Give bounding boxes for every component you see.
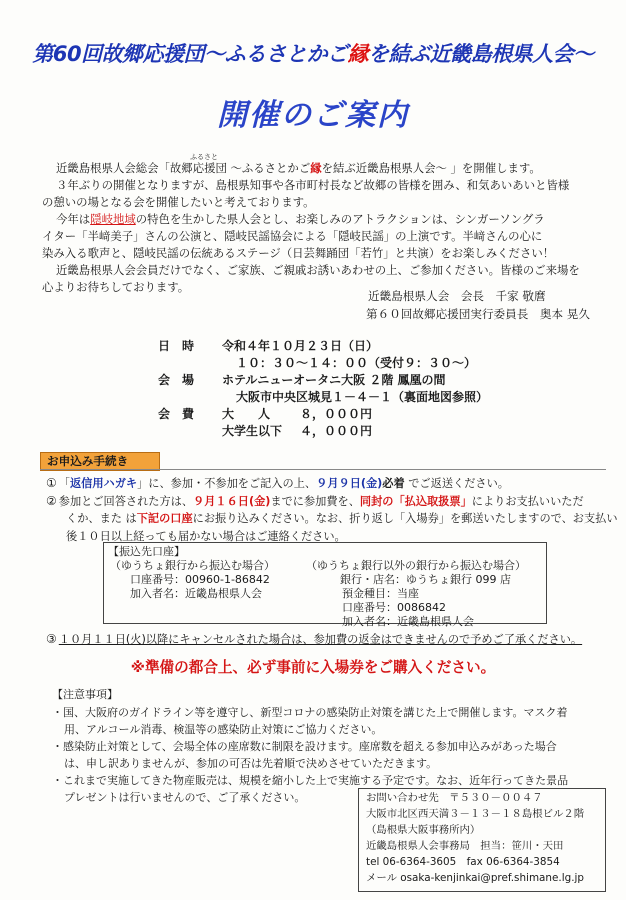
yucho-title: （ゆうちょ銀行から振込む場合）: [110, 559, 275, 572]
contact-address: 大阪市北区西天満３－１３－１８島根ビル２階: [366, 808, 585, 820]
other-bank-holder: 加入者名：近畿島根県人会: [342, 615, 474, 628]
signature-committee: 第６０回故郷応援団実行委員長 奥本 晃久: [366, 307, 590, 321]
date-label: 日 時: [158, 339, 195, 353]
event-title: 第60回故郷応援団～ふるさとかご縁を結ぶ近畿島根県人会～: [32, 42, 594, 66]
fee-adult-label: 大 人: [222, 407, 271, 421]
procedure-item-2: ② 参加とご回答された方は、９月１６日(金)までに参加費を、同封の「払込取扱票」によりお支払いいただ: [46, 494, 584, 508]
contact-phone: tel 06-6364-3605 fax 06-6364-3854: [366, 856, 560, 868]
note-2-cont: は、申し訳ありませんが、参加の可否は先着順で決めさせていただきます。: [64, 757, 438, 770]
note-2: ・感染防止対策として、会場全体の座席数に制限を設けます。座席数を超える参加申込みがあった場合: [52, 740, 557, 753]
note-3-cont: プレゼントは行いませんので、ご了承ください。: [64, 791, 306, 804]
fee-student-label: 大学生以下: [222, 424, 283, 438]
note-1-cont: 用、アルコール消毒、検温等の感染防止対策にご協力ください。: [64, 723, 383, 736]
bank-heading: 【振込先口座】: [108, 545, 185, 558]
fee-label: 会 費: [158, 407, 195, 421]
notes-heading: 【注意事項】: [52, 688, 118, 701]
procedure-item-1: ① 「返信用ハガキ」に、参加・不参加をご記入の上、９月９日(金)必着 でご返送ください。: [46, 476, 509, 490]
yucho-holder: 加入者名：近畿島根県人会: [130, 587, 262, 600]
other-bank-account: 口座番号：0086842: [342, 601, 446, 614]
procedure-item-2-cont: くか、また は下記の口座にお振り込みください。なお、折り返し「入場券」を郵送いたしますので、お支払い: [66, 512, 618, 525]
signature-chairman: 近畿島根県人会 会長 千家 敬麿: [368, 289, 546, 303]
procedure-item-3: ③ １０月１１日(火)以降にキャンセルされた場合は、参加費の返金はできませんので予めご了承ください。: [46, 632, 583, 646]
intro-line-5: イター「半﨑美子」さんの公演と、隠岐民謡協会による「隠岐民謡」の上演です。半﨑さんの心に: [42, 229, 543, 243]
other-bank-type: 預金種目：当座: [342, 587, 419, 600]
intro-line-7: 近畿島根県人会会員だけでなく、ご家族、ご親戚お誘いあわせの上、ご参加ください。皆様のご来場を: [56, 263, 580, 277]
note-1: ・国、大阪府のガイドライン等を遵守し、新型コロナの感染防止対策を講じた上で開催します。マスク着: [52, 706, 568, 719]
fee-adult: ８，０００円: [300, 407, 373, 421]
en-character: 縁: [347, 42, 369, 66]
event-date: 令和４年１０月２３日（日）: [222, 339, 379, 353]
intro-line-4: 今年は隠岐地域の特色を生かした県人会とし、お楽しみのアトラクションは、シンガーソングラ: [56, 212, 545, 226]
note-3: ・これまで実施してきた物産販売は、規模を縮小した上で実施する予定です。なお、近年行ってきた景品: [52, 774, 569, 787]
intro-line-6: 染み入る歌声と、隠岐民謡の伝統あるステージ（日芸舞踊団「若竹」と共演）をお楽しみください！: [42, 246, 555, 260]
contact-staff: 近畿島根県人会事務局 担当：笹川・天田: [366, 840, 564, 852]
procedure-item-2-end: 後１０日以上経っても届かない場合はご連絡ください。: [66, 530, 346, 543]
other-bank-name: 銀行・店名：ゆうちょ銀行 099 店: [340, 573, 511, 586]
yucho-account: 口座番号：00960-1-86842: [130, 573, 270, 586]
page-title: 開催のご案内: [217, 98, 409, 133]
venue-label: 会 場: [158, 373, 195, 387]
event-time: １０：３０～１４：００（受付９：３０～）: [236, 356, 477, 370]
intro-line-1: 近畿島根県人会総会「故郷応援団 ～ふるさとかご縁を結ぶ近畿島根県人会～ 」を開催します。: [56, 161, 541, 175]
intro-line-2: ３年ぶりの開催となりますが、島根県知事や各市町村長など故郷の皆様を囲み、和気あいあいと皆様: [56, 178, 570, 192]
venue-address: 大阪市中央区城見１－４－１（裏面地図参照）: [236, 390, 489, 404]
fee-student: ４，０００円: [300, 424, 373, 438]
contact-office: （島根県大阪事務所内）: [366, 824, 481, 836]
event-venue: ホテルニューオータニ大阪 ２階 鳳凰の間: [222, 373, 446, 387]
purchase-notice: ※準備の都合上、必ず事前に入場券をご購入ください。: [130, 659, 496, 676]
contact-email[interactable]: メール osaka-kenjinkai@pref.shimane.lg.jp: [366, 872, 584, 884]
divider: [40, 469, 606, 470]
intro-line-8: 心よりお待ちしております。: [42, 280, 190, 294]
procedure-label: お申込み手続き: [40, 452, 160, 471]
other-bank-title: （ゆうちょ銀行以外の銀行から振込む場合）: [306, 559, 526, 572]
contact-postal: お問い合わせ先 〒５３０－００４７: [366, 792, 543, 804]
intro-line-3: の憩いの場となる会を開催したいと考えております。: [42, 195, 315, 209]
furigana: ふるさと: [190, 153, 218, 161]
